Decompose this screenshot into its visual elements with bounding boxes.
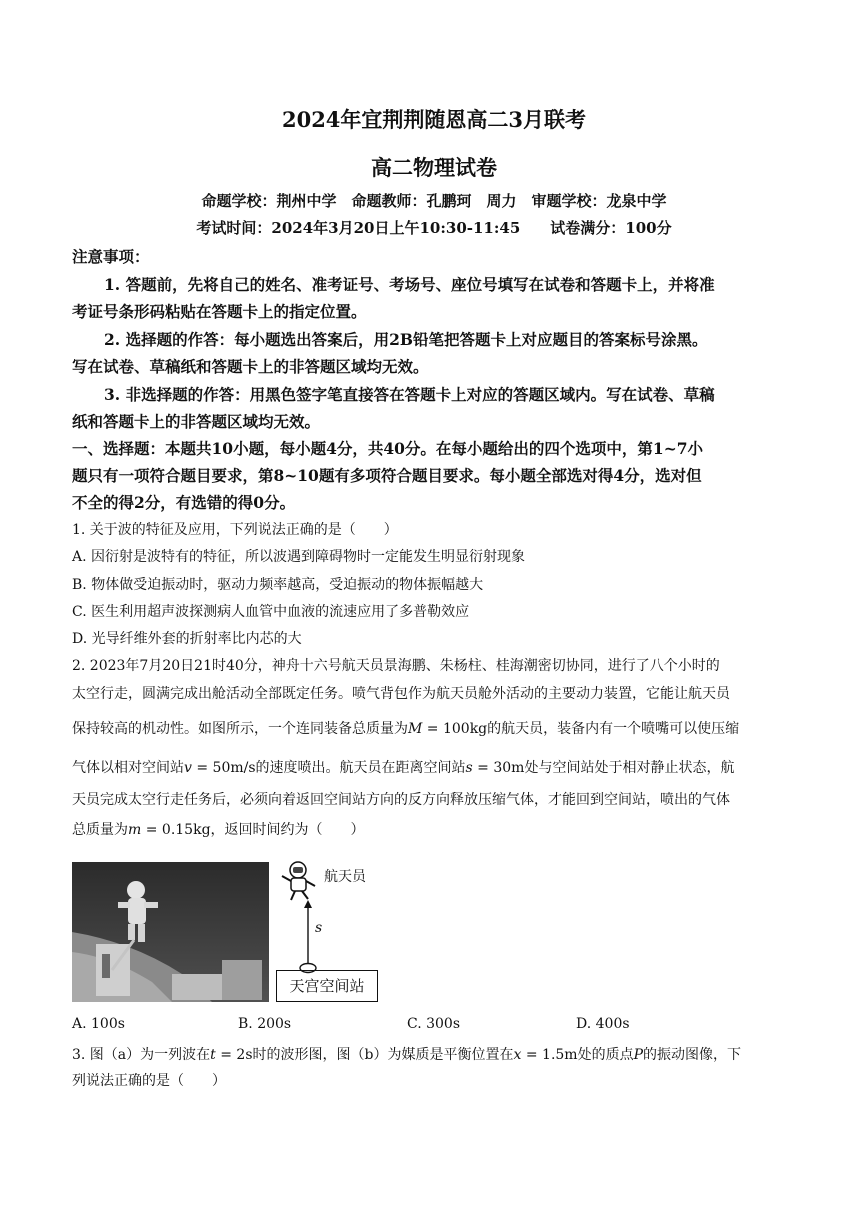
notice-2-line1: 2. 选择题的作答：每小题选出答案后，用2B铅笔把答题卡上对应题目的答案标号涂黑。 <box>104 330 708 349</box>
q3-line1 <box>72 1044 741 1064</box>
exam-title: 2024年宜荆荆随恩高二3月联考 <box>281 107 587 132</box>
q2-value-s: = 30m <box>472 760 525 776</box>
q3-line1-text-b: 时的波形图，图（b）为媒质是平衡位置在 <box>252 1047 514 1063</box>
astronaut-icon <box>278 858 322 902</box>
q3-var-p: P <box>633 1047 643 1063</box>
q2-line3-text-b: 的航天员，装备内有一个喷嘴可以使压缩 <box>487 721 740 737</box>
q2-var-v: v <box>184 760 192 776</box>
q2-figure <box>72 858 382 1008</box>
q3-var-t: t <box>210 1047 216 1063</box>
section1-line3: 不全的得2分，有选错的得0分。 <box>72 493 296 512</box>
notice-1-line2: 考证号条形码粘贴在答题卡上的指定位置。 <box>72 302 367 321</box>
q2-line4-text-a: 气体以相对空间站 <box>72 760 184 776</box>
q3-value-x: = 1.5m <box>521 1047 578 1063</box>
q2-line6 <box>72 819 365 839</box>
section1-line1: 一、选择题：本题共10小题，每小题4分，共40分。在每小题给出的四个选项中，第1~7小 <box>72 439 703 458</box>
notice-3-line1: 3. 非选择题的作答：用黑色签字笔直接答在答题卡上对应的答题区域内。写在试卷、草稿 <box>104 385 715 404</box>
q3-line2: 列说法正确的是（ ） <box>72 1073 226 1089</box>
q2-value-m: = 0.15kg <box>141 822 211 838</box>
fig-label-s: s <box>315 920 323 936</box>
q2-line1: 2. 2023年7月20日21时40分，神舟十六号航天员景海鹏、朱杨柱、桂海潮密切协同，进行了八个小时的 <box>72 658 720 674</box>
q2-line4-text-b: 的速度喷出。航天员在距离空间站 <box>255 760 466 776</box>
q3-value-t: = 2s <box>215 1047 253 1063</box>
notice-2-line2: 写在试卷、草稿纸和答题卡上的非答题区域均无效。 <box>72 357 429 376</box>
section1-line2: 题只有一项符合题目要求，第8~10题有多项符合题目要求。每小题全部选对得4分，选对但 <box>72 466 702 485</box>
q3-line1-text-a: 3. 图（a）为一列波在 <box>72 1047 211 1063</box>
spacewalk-photo <box>72 862 269 1002</box>
q3-line1-text-d: 的振动图像，下 <box>643 1047 741 1063</box>
notice-1-line1: 1. 答题前，先将自己的姓名、准考证号、考场号、座位号填写在试卷和答题卡上，并将准 <box>104 275 715 294</box>
q2-option-b: B. 200s <box>238 1016 292 1032</box>
q1-option-b: B. 物体做受迫振动时，驱动力频率越高，受迫振动的物体振幅越大 <box>72 577 484 593</box>
q2-line3 <box>72 718 739 738</box>
q2-line6-text-a: 总质量为 <box>72 822 128 838</box>
exam-meta-line2: 考试时间：2024年3月20日上午10:30-11:45 试卷满分：100分 <box>196 219 672 237</box>
notice-heading: 注意事项： <box>72 247 150 266</box>
q2-option-d: D. 400s <box>576 1016 630 1032</box>
q2-line2: 太空行走，圆满完成出舱活动全部既定任务。喷气背包作为航天员舱外活动的主要动力装置，它能让航天员 <box>72 686 730 702</box>
q1-stem: 1. 关于波的特征及应用，下列说法正确的是（ ） <box>72 522 398 538</box>
q2-option-a: A. 100s <box>72 1016 125 1032</box>
q2-option-c: C. 300s <box>407 1016 461 1032</box>
q1-option-c: C. 医生利用超声波探测病人血管中血液的流速应用了多普勒效应 <box>72 604 470 620</box>
exam-subtitle: 高二物理试卷 <box>371 155 497 180</box>
q2-line5: 天员完成太空行走任务后，必须向着返回空间站方向的反方向释放压缩气体，才能回到空间站，喷出的气体 <box>72 792 730 808</box>
q2-line4 <box>72 757 734 777</box>
q2-value-M: = 100kg <box>422 721 488 737</box>
q1-option-a: A. 因衍射是波特有的特征，所以波遇到障碍物时一定能发生明显衍射现象 <box>72 549 526 565</box>
fig-label-astronaut: 航天员 <box>324 869 366 885</box>
q2-var-m: m <box>128 822 142 838</box>
q3-var-x: x <box>513 1047 522 1063</box>
q2-var-M: M <box>408 721 423 737</box>
fig-label-station: 天宫空间站 <box>276 970 378 1002</box>
q2-line4-text-c: 处与空间站处于相对静止状态，航 <box>524 760 735 776</box>
notice-3-line2: 纸和答题卡上的非答题区域均无效。 <box>72 412 321 431</box>
exam-meta-line1: 命题学校：荆州中学 命题教师：孔鹏珂 周力 审题学校：龙泉中学 <box>201 192 667 210</box>
q2-var-s: s <box>465 760 473 776</box>
q2-value-v: = 50m/s <box>191 760 256 776</box>
spacewalk-photo-illustration <box>72 862 269 1002</box>
q3-line1-text-c: 处的质点 <box>577 1047 634 1063</box>
q2-line6-text-b: ，返回时间约为（ ） <box>210 822 365 838</box>
q2-line3-text-a: 保持较高的机动性。如图所示，一个连同装备总质量为 <box>72 721 408 737</box>
q1-option-d: D. 光导纤维外套的折射率比内芯的大 <box>72 631 302 647</box>
